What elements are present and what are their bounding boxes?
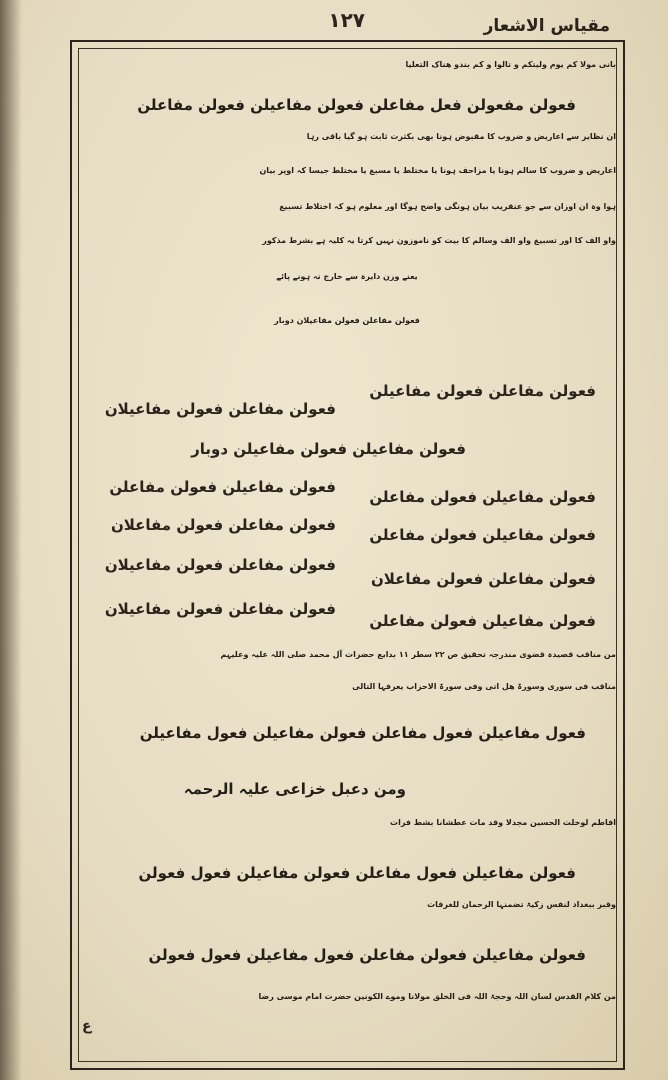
prose-line: ان نظایر سے اعاریض و ضروب کا مقبوض ہونا بھی بکثرت ثابت ہو گیا باقی رہا xyxy=(306,132,616,141)
meter-row xyxy=(78,478,616,504)
verse-line: مناقب فی سوری وسورۃ ھل اتی وفی سورۃ الاحزاب یعرفہا التالی xyxy=(352,682,616,691)
prose-line: یعنے وزن دایرہ سے خارج نہ ہونے پائے xyxy=(276,272,418,281)
meter-right: فعولن مفاعلن فعولن مفاعلان xyxy=(370,570,596,588)
running-title: مقیاس الاشعار xyxy=(483,16,610,36)
verse-line: افاطم لوخلت الحسین مجدلا وقد مات عطشانا بشط فرات xyxy=(390,818,616,827)
meter-line: فعولن مفعولن فعل مفاعلن فعولن مفاعیلن فعولن مفاعلن xyxy=(137,96,576,114)
meter-right: فعولن مفاعیلن فعولن مفاعلن xyxy=(369,612,596,630)
prose-line: من کلام القدس لسان اللہ وحجۃ اللہ فی الخلق مولانا وموے الکونین حضرت امام موسی رضا xyxy=(258,992,616,1001)
catchword: ع xyxy=(82,1018,92,1034)
meter-row xyxy=(78,556,616,588)
meter-line: فعولن مفاعیلن فعول مفاعلن فعولن مفاعیلن فعول فعولن xyxy=(138,864,576,882)
meter-left: فعولن مفاعیلن فعولن مفاعلن xyxy=(109,478,336,496)
text-block xyxy=(78,52,616,1067)
meter-row xyxy=(78,516,616,542)
meter-left: فعولن مفاعیلن فعولن مفاعیلن دوبار xyxy=(191,440,466,458)
meter-right: فعولن مفاعلن فعولن مفاعیلن xyxy=(369,382,596,400)
binding-shadow xyxy=(0,0,22,1080)
meter-right: فعولن مفاعیلن فعولن مفاعلن xyxy=(369,488,596,506)
meter-heading: فعولن مفاعلن فعولن مفاعیلان دوبار xyxy=(274,316,420,325)
prose-line: ہوا وہ ان اوزان سے جو عنقریب بیان ہونگی واضح ہوگا اور معلوم ہو کہ اختلاط تسبیغ xyxy=(279,202,616,211)
meter-left: فعولن مفاعلن فعولن مفاعیلان xyxy=(104,556,336,574)
meter-left: فعولن مفاعلن فعولن مفاعیلان xyxy=(104,600,336,618)
verse-heading: بانی مولا کم یوم ولیتکم و تالوا و کم بندو ھناک التعلیا xyxy=(405,60,616,69)
meter-left: فعولن مفاعلن فعولن مفاعیلان xyxy=(104,400,336,418)
meter-left: فعولن مفاعلن فعولن مفاعلان xyxy=(110,516,336,534)
prose-line: من مناقب قصیدہ قضوی مندرجہ تحقیق ص ۲۲ سطر ۱۱ بدایع حضرات آل محمد صلی اللہ علیہ وعلیہم xyxy=(220,650,616,659)
meter-row xyxy=(78,600,616,630)
prose-line: واو الف کا اور تسبیغ واو الف وسالم کا بیت کو ناموزون نہیں کرتا یہ کلیہ ہے بشرط مذکور xyxy=(262,236,616,245)
meter-row xyxy=(78,382,616,418)
meter-line: فعولن مفاعیلن فعولن مفاعلن فعول مفاعیلن فعول فعولن xyxy=(148,946,586,964)
meter-row xyxy=(78,440,616,466)
meter-right: فعولن مفاعیلن فعولن مفاعلن xyxy=(369,526,596,544)
page-number: ۱۲۷ xyxy=(328,8,365,32)
meter-line: فعول مفاعیلن فعول مفاعلن فعولن مفاعیلن فعول مفاعیلن xyxy=(139,724,586,742)
verse-line: وقبر ببغداد لنفس زکیۃ تضمنہا الرحمان للغرفات xyxy=(427,900,616,909)
prose-line: اعاریض و ضروب کا سالم ہونا یا مزاحف ہونا یا مختلط یا مسبغ یا مختلط جیسا کہ اوپر بیان xyxy=(259,166,616,175)
prose-line: ومن دعبل خزاعی علیہ الرحمہ xyxy=(183,780,406,798)
